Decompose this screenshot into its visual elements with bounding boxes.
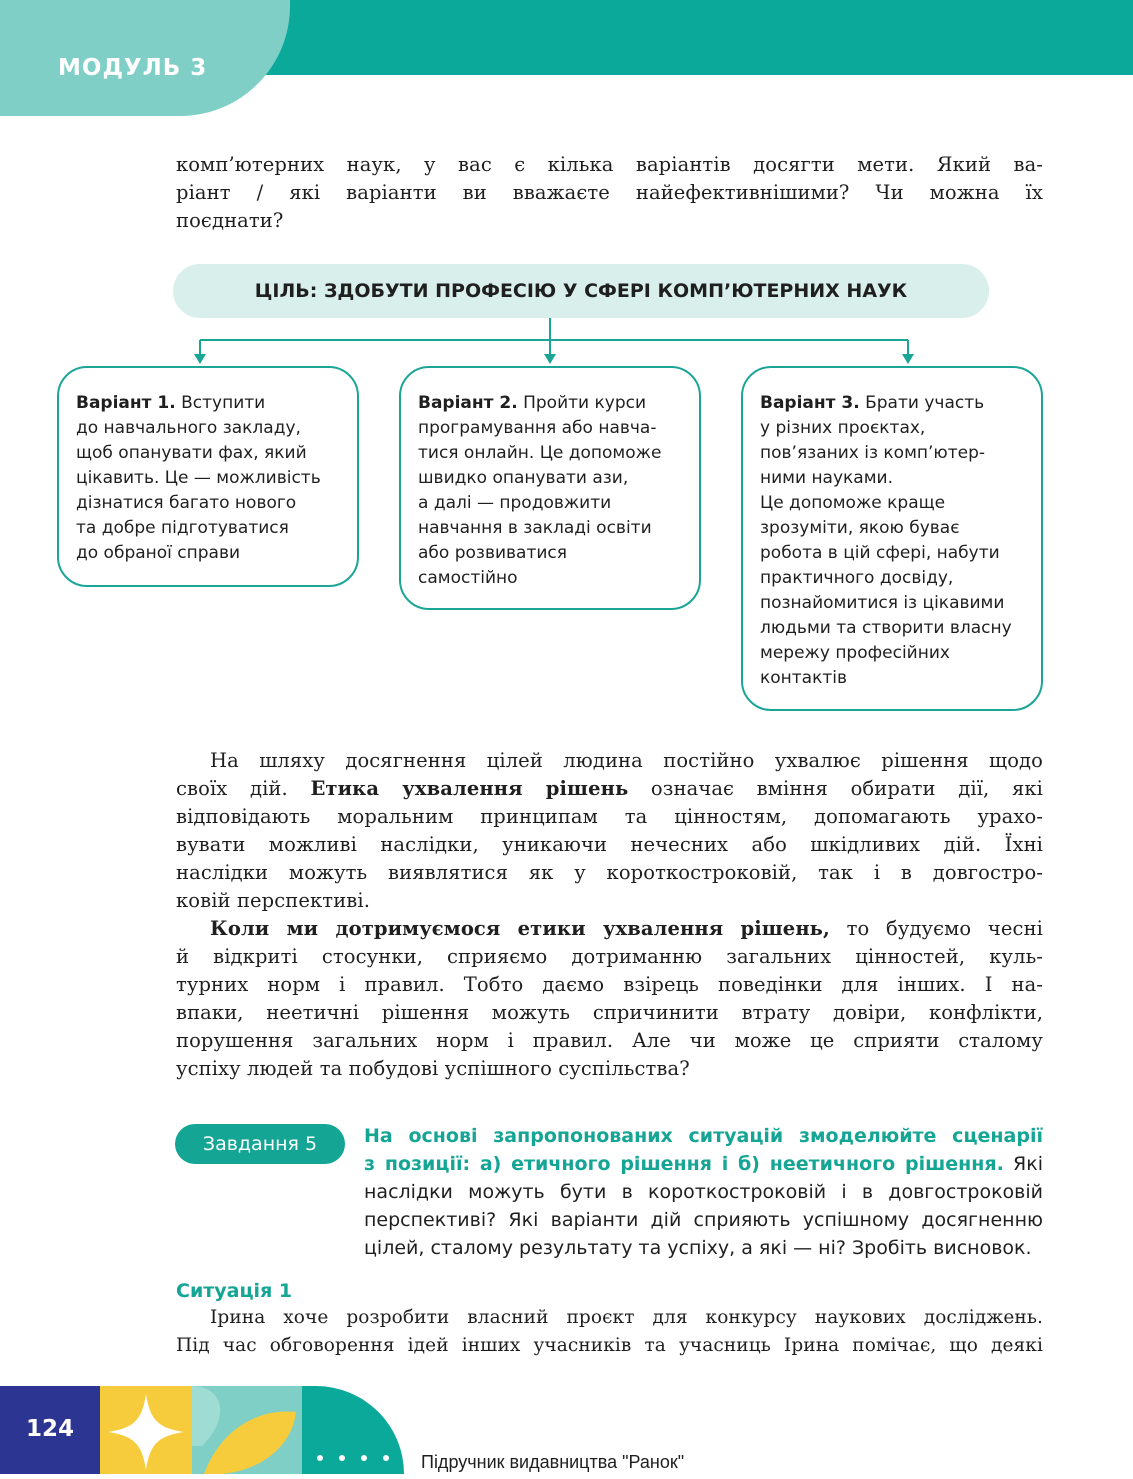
variant-3-text bbox=[760, 391, 1012, 691]
sparkle-icon bbox=[100, 1386, 192, 1474]
para-line: Під час обговорення ідей інших учасників та учасниць Ірина помічає, що деякі bbox=[176, 1335, 1043, 1356]
term-bold: Етика ухвалення рішень bbox=[310, 777, 629, 800]
para-line: відповідають моральним принципам та цінностям, допомагають урахо- bbox=[176, 805, 1043, 828]
variant-line: а далі — продовжити bbox=[418, 493, 612, 513]
module-label: МОДУЛЬ 3 bbox=[58, 55, 208, 81]
variant-line: познайомитися із цікавими bbox=[760, 593, 1005, 613]
situation-title: Ситуація 1 bbox=[176, 1280, 293, 1302]
para-line: впаки, неетичні рішення можуть спричинити втрату довіри, конфлікти, bbox=[176, 1001, 1043, 1024]
para-line bbox=[176, 1304, 1043, 1332]
variant-line: мережу професійних bbox=[760, 643, 950, 663]
ethics-paragraph bbox=[176, 747, 1043, 915]
variant-line: програмування або навча- bbox=[418, 418, 657, 438]
ethics-paragraph-2 bbox=[176, 915, 1043, 1083]
variant-line: у різних проєктах, bbox=[760, 418, 926, 438]
variant-line: Це допоможе краще bbox=[760, 493, 946, 513]
variant-line: швидко опанувати ази, bbox=[418, 468, 629, 488]
variant-line: щоб опанувати фах, який bbox=[76, 443, 307, 463]
task-line bbox=[364, 1150, 1043, 1178]
arrow-down-icon bbox=[902, 354, 914, 364]
task-emphasis: з позиції: а) етичного рішення і б) неетичного рішення. bbox=[364, 1153, 1004, 1175]
footer bbox=[0, 1386, 420, 1474]
term-bold: Коли ми дотримуємося етики ухвалення рішень, bbox=[210, 917, 830, 940]
intro-line: ріант / які варіанти ви вважаєте найефективнішими? Чи можна їх bbox=[176, 181, 1043, 204]
variant-line: робота в цій сфері, набути bbox=[760, 543, 1000, 563]
footer-credit: Підручник видавництва "Ранок" bbox=[421, 1452, 685, 1472]
task-text bbox=[364, 1122, 1043, 1262]
variant-1-text bbox=[76, 391, 321, 566]
variant-line: самостійно bbox=[418, 568, 518, 588]
dots-icon bbox=[302, 1386, 404, 1474]
para-line: й відкриті стосунки, сприяємо дотриманню загальних цінностей, куль- bbox=[176, 945, 1043, 968]
para-line bbox=[176, 775, 1043, 803]
task-text-span: Які bbox=[1003, 1153, 1043, 1175]
para-text: Ірина хоче розробити власний проєкт для конкурсу наукових досліджень. bbox=[210, 1307, 1043, 1328]
footer-mint-block bbox=[192, 1386, 302, 1474]
variant-line: до обраної справи bbox=[76, 543, 241, 563]
variant-line: пов’язаних із комп’ютер- bbox=[760, 443, 986, 463]
page-number: 124 bbox=[25, 1416, 74, 1442]
variant-line: дізнатися багато нового bbox=[76, 493, 297, 513]
para-line: турних норм і правил. Тобто даємо взірець поведінки для інших. І на- bbox=[176, 973, 1043, 996]
task-line: перспективі? Які варіанти дій сприяють успішному досягненню bbox=[364, 1209, 1043, 1231]
para-line: наслідки можуть виявлятися як у короткостроковій, так і в довгостро- bbox=[176, 861, 1043, 884]
arrow-down-icon bbox=[194, 354, 206, 364]
variant-line: контактів bbox=[760, 668, 848, 688]
para-text: своїх дій. bbox=[176, 777, 311, 800]
footer-teal-block bbox=[302, 1386, 404, 1474]
variant-line: Брати участь bbox=[859, 393, 985, 413]
variant-3-title: Варіант 3. bbox=[760, 393, 860, 413]
arrow-down-icon bbox=[544, 354, 556, 364]
variant-line: людьми та створити власну bbox=[760, 618, 1012, 638]
task-line: наслідки можуть бути в короткостроковій і в довгостроковій bbox=[364, 1181, 1043, 1203]
variant-line: та добре підготуватися bbox=[76, 518, 289, 538]
variant-line: Вступити bbox=[175, 393, 266, 413]
task-line: цілей, сталому результату та успіху, а які — ні? Зробіть висновок. bbox=[364, 1237, 1032, 1259]
variant-2-title: Варіант 2. bbox=[418, 393, 518, 413]
situation-paragraph bbox=[176, 1304, 1043, 1360]
variant-line: практичного досвіду, bbox=[760, 568, 954, 588]
variant-line: Пройти курси bbox=[517, 393, 646, 413]
task-badge bbox=[175, 1124, 345, 1164]
goal-text: ЦІЛЬ: ЗДОБУТИ ПРОФЕСІЮ У СФЕРІ КОМП’ЮТЕРНИХ НАУК bbox=[254, 280, 908, 302]
task-line: На основі запропонованих ситуацій змоделюйте сценарії bbox=[364, 1125, 1043, 1147]
goal-connectors bbox=[0, 0, 1133, 380]
variant-line: навчання в закладі освіти bbox=[418, 518, 652, 538]
variant-1-title: Варіант 1. bbox=[76, 393, 176, 413]
leaf-icon bbox=[192, 1386, 302, 1474]
variant-line: до навчального закладу, bbox=[76, 418, 301, 438]
variant-line: тися онлайн. Це допоможе bbox=[418, 443, 662, 463]
variant-line: або розвиватися bbox=[418, 543, 567, 563]
variant-line: зрозуміти, якою буває bbox=[760, 518, 960, 538]
para-line bbox=[176, 915, 1043, 943]
para-text: На шляху досягнення цілей людина постійно ухвалює рішення щодо bbox=[210, 749, 1043, 772]
task-badge-label: Завдання 5 bbox=[202, 1133, 318, 1155]
para-text: означає вміння обирати дії, які bbox=[628, 777, 1043, 800]
variant-2-text bbox=[418, 391, 661, 591]
para-line: вувати можливі наслідки, уникаючи нечесних або шкідливих дій. Їхні bbox=[176, 833, 1043, 856]
para-line: ковій перспективі. bbox=[176, 889, 371, 912]
footer-yellow-block bbox=[100, 1386, 192, 1474]
para-text: то будуємо чесні bbox=[829, 917, 1043, 940]
intro-line: комп’ютерних наук, у вас є кілька варіантів досягти мети. Який ва- bbox=[176, 153, 1043, 176]
intro-line: поєднати? bbox=[176, 209, 284, 232]
para-line: порушення загальних норм і правил. Але чи може це сприяти сталому bbox=[176, 1029, 1043, 1052]
variant-line: ними науками. bbox=[760, 468, 893, 488]
variant-line: цікавить. Це — можливість bbox=[76, 468, 321, 488]
para-line bbox=[176, 747, 1043, 775]
para-line: успіху людей та побудові успішного суспільства? bbox=[176, 1057, 690, 1080]
page-number-box bbox=[0, 1386, 100, 1474]
